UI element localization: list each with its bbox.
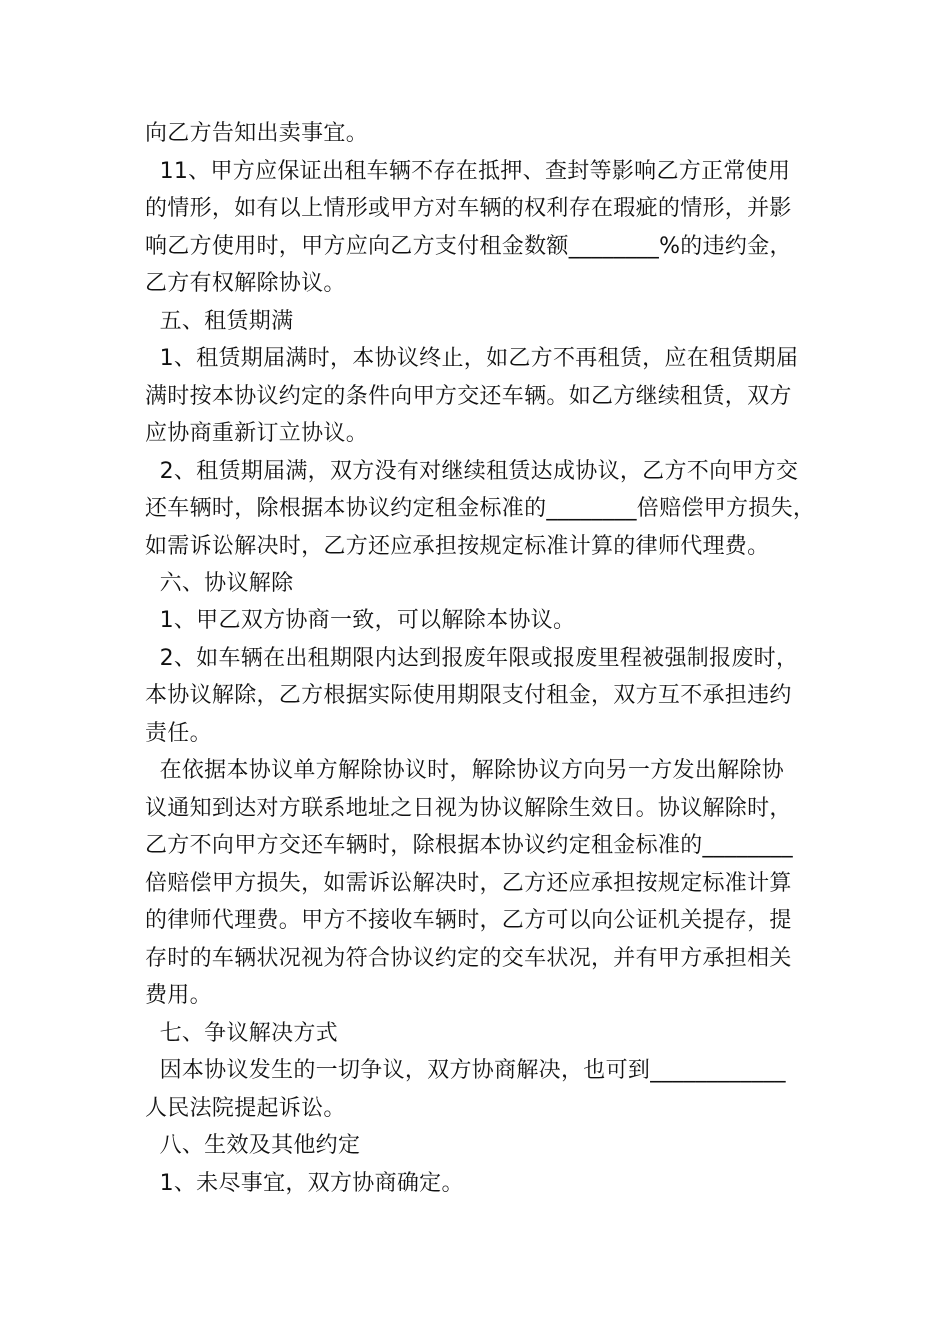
text-line: 因本协议发生的一切争议，双方协商解决，也可到____________ [145,1058,786,1083]
text-line: 1、未尽事宜，双方协商确定。 [145,1171,464,1196]
section-heading: 八、生效及其他约定 [145,1133,361,1158]
text-line: 人民法院提起诉讼。 [145,1096,346,1121]
text-line: 乙方不向甲方交还车辆时，除根据本协议约定租金标准的________ [145,833,793,858]
text-line: 满时按本协议约定的条件向甲方交还车辆。如乙方继续租赁，双方 [145,384,792,409]
text-line: 如需诉讼解决时，乙方还应承担按规定标准计算的律师代理费。 [145,534,770,559]
text-line: 1、租赁期届满时，本协议终止，如乙方不再租赁，应在租赁期届 [145,346,799,371]
section-heading: 六、协议解除 [145,571,294,596]
text-line: 应协商重新订立协议。 [145,421,369,446]
text-line: 本协议解除，乙方根据实际使用期限支付租金，双方互不承担违约 [145,683,792,708]
text-line: 1、甲乙双方协商一致，可以解除本协议。 [145,608,576,633]
text-line: 乙方有权解除协议。 [145,271,346,296]
text-line: 在依据本协议单方解除协议时，解除协议方向另一方发出解除协 [145,758,784,783]
text-line: 倍赔偿甲方损失，如需诉讼解决时，乙方还应承担按规定标准计算 [145,871,792,896]
text-line: 11、甲方应保证出租车辆不存在抵押、查封等影响乙方正常使用 [145,159,791,184]
text-line: 费用。 [145,983,212,1008]
text-line: 响乙方使用时，甲方应向乙方支付租金数额________%的违约金， [145,234,792,259]
text-line: 议通知到达对方联系地址之日视为协议解除生效日。协议解除时， [145,796,792,821]
section-heading: 七、争议解决方式 [145,1021,338,1046]
text-line: 2、如车辆在出租期限内达到报废年限或报废里程被强制报废时， [145,646,799,671]
text-line: 2、租赁期届满，双方没有对继续租赁达成协议，乙方不向甲方交 [145,459,799,484]
text-line: 的情形，如有以上情形或甲方对车辆的权利存在瑕疵的情形，并影 [145,196,792,221]
text-line: 的律师代理费。甲方不接收车辆时，乙方可以向公证机关提存，提 [145,908,792,933]
section-heading: 五、租赁期满 [145,309,294,334]
text-line: 存时的车辆状况视为符合协议约定的交车状况，并有甲方承担相关 [145,946,792,971]
text-line: 责任。 [145,721,212,746]
text-line: 向乙方告知出卖事宜。 [145,121,369,146]
text-line: 还车辆时，除根据本协议约定租金标准的________倍赔偿甲方损失， [145,496,816,521]
